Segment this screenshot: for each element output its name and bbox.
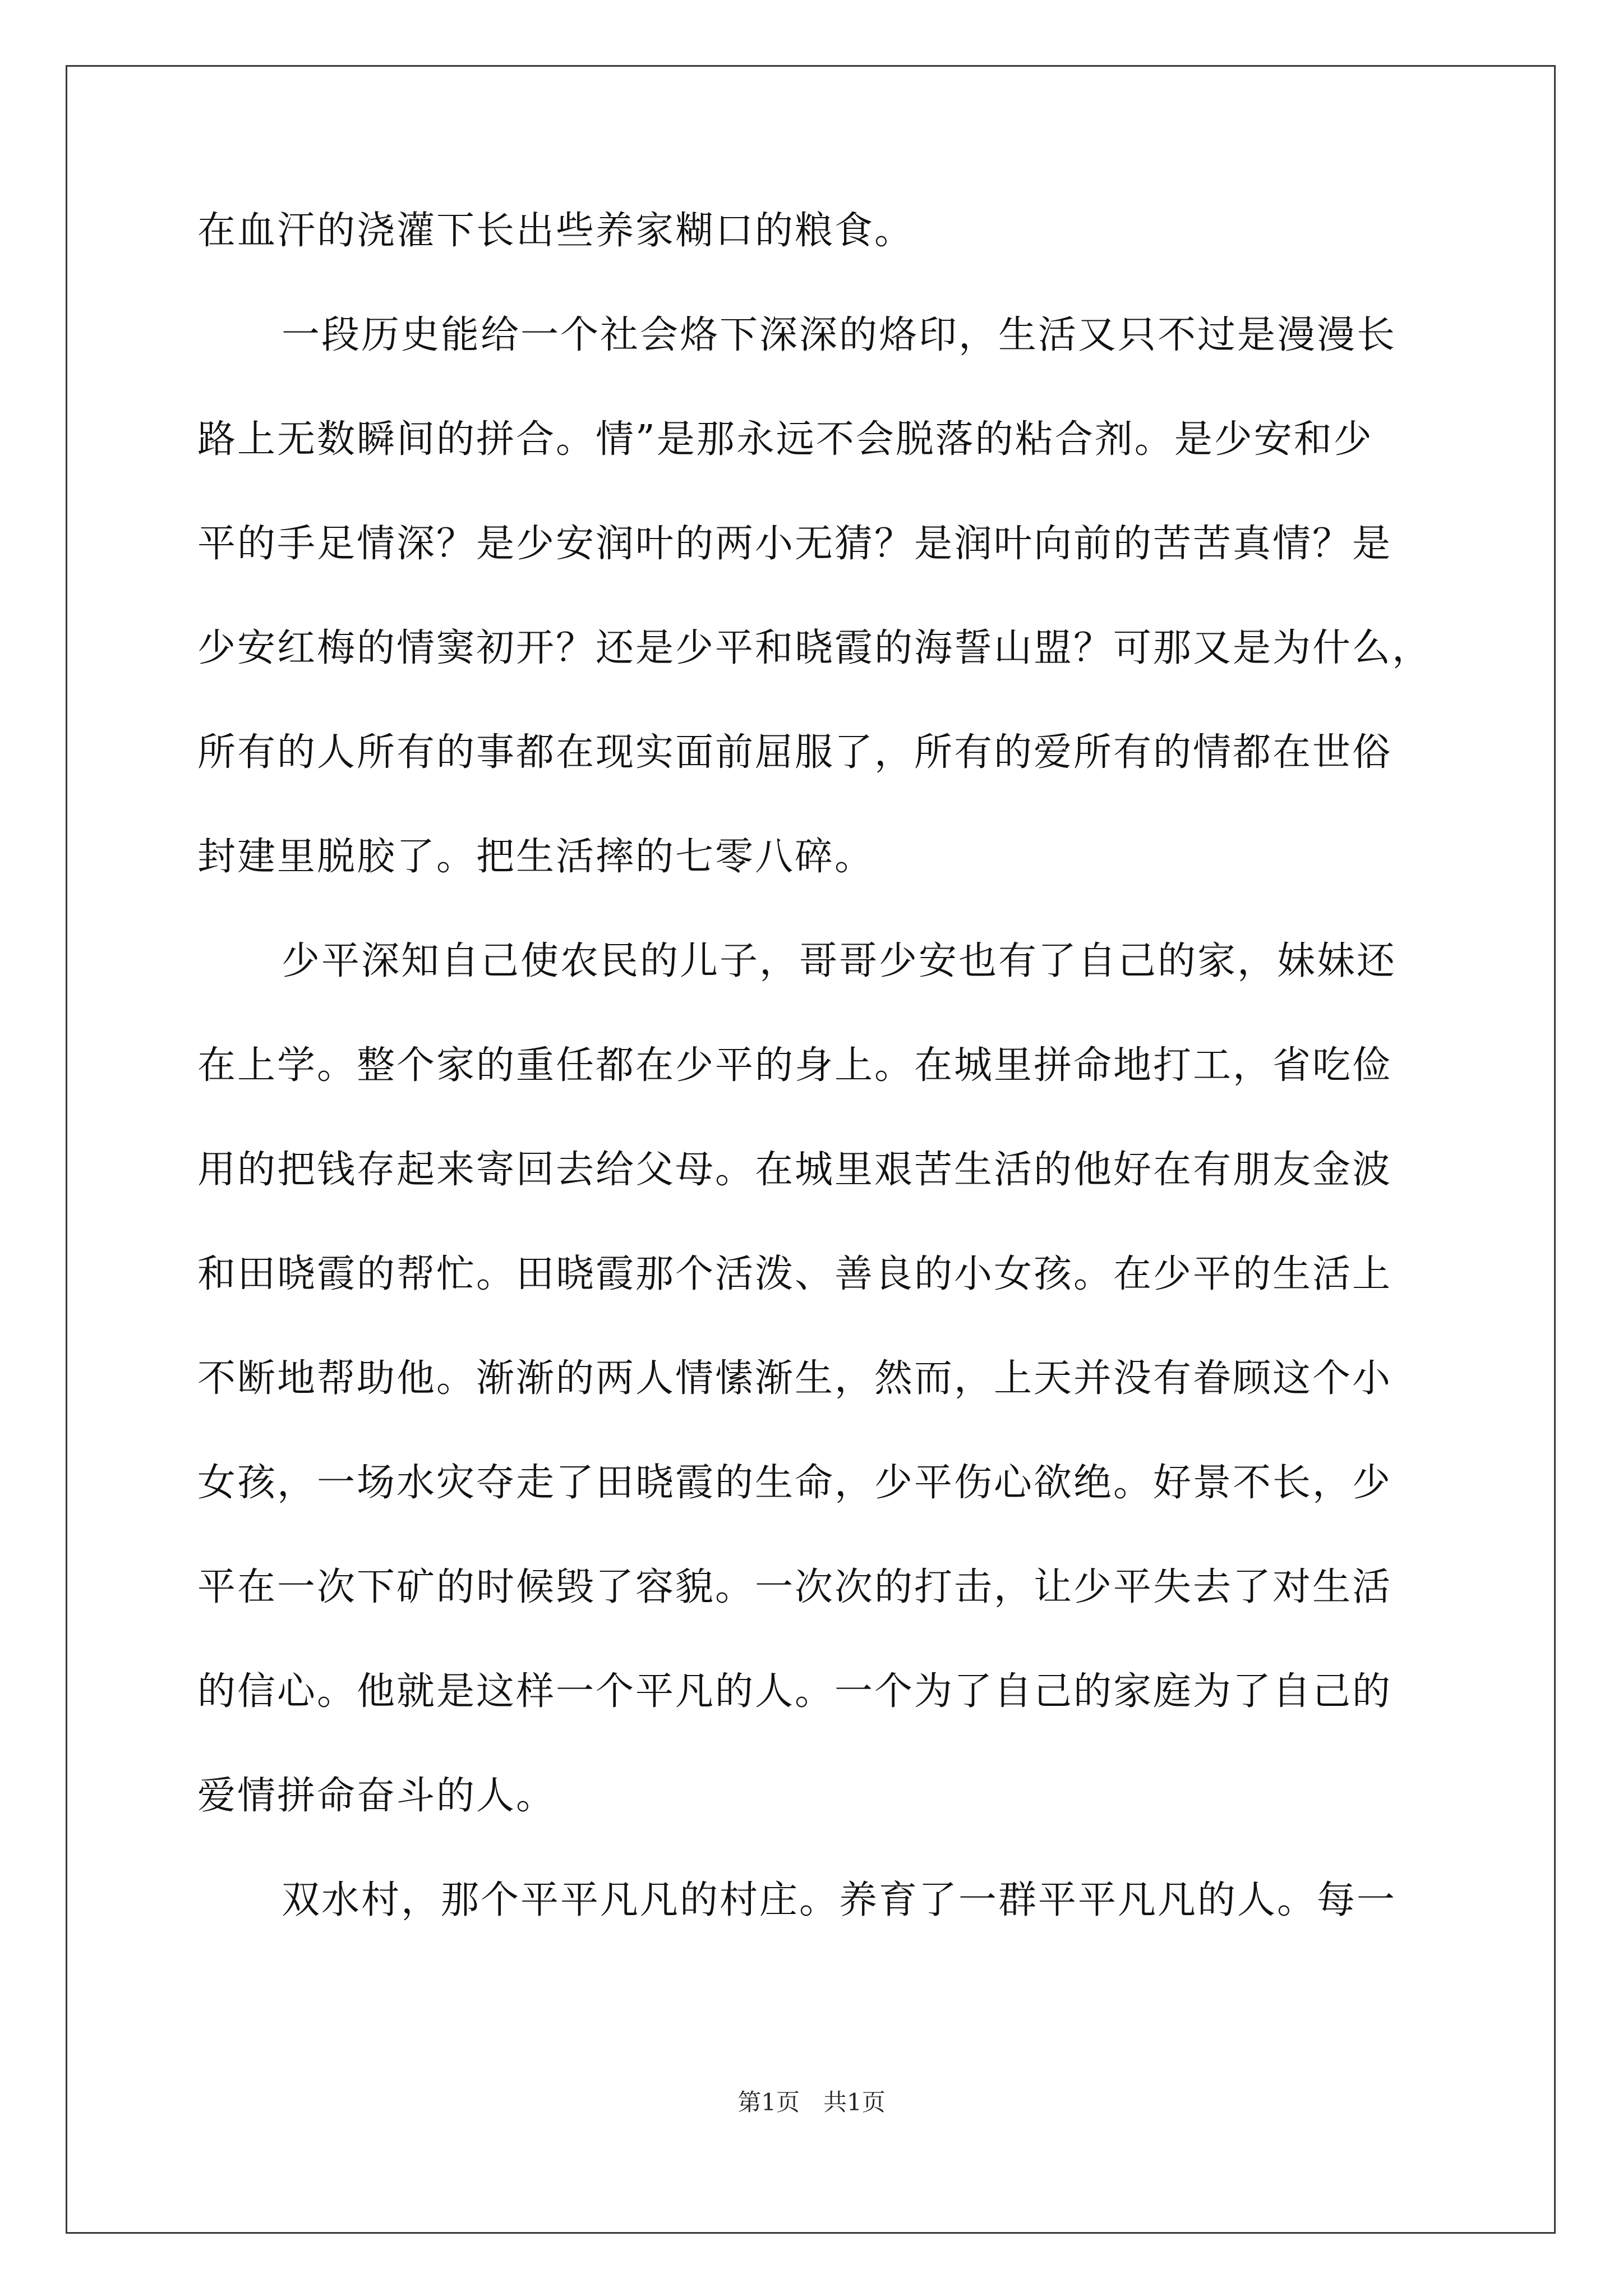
paragraph-first-line: 一段历史能给一个社会烙下深深的烙印，生活又只不过是漫漫长	[282, 313, 1397, 357]
text-line: 爱情拼命奋斗的人。	[197, 1774, 556, 1818]
text-line: 的信心。他就是这样一个平凡的人。一个为了自己的家庭为了自己的	[197, 1669, 1393, 1714]
text-line: 和田晓霞的帮忙。田晓霞那个活泼、善良的小女孩。在少平的生活上	[197, 1252, 1393, 1296]
text-line: 路上无数瞬间的拼合。情”是那永远不会脱落的粘合剂。是少安和少	[197, 417, 1373, 462]
paragraph-first-line: 少平深知自己使农民的儿子，哥哥少安也有了自己的家，妹妹还	[282, 939, 1397, 983]
page-footer	[0, 2086, 1623, 2119]
text-line: 封建里脱胶了。把生活摔的七零八碎。	[197, 835, 875, 879]
text-line: 平的手足情深？是少安润叶的两小无猜？是润叶向前的苦苦真情？是	[197, 522, 1393, 566]
paragraph-first-line: 双水村，那个平平凡凡的村庄。养育了一群平平凡凡的人。每一	[282, 1878, 1397, 1922]
text-line: 用的把钱存起来寄回去给父母。在城里艰苦生活的他好在有朋友金波	[197, 1148, 1393, 1192]
text-line: 在血汗的浇灌下长出些养家糊口的粮食。	[197, 209, 915, 253]
text-line: 所有的人所有的事都在现实面前屈服了，所有的爱所有的情都在世俗	[197, 730, 1393, 775]
text-line: 在上学。整个家的重任都在少平的身上。在城里拼命地打工，省吃俭	[197, 1043, 1393, 1088]
text-line: 女孩，一场水灾夺走了田晓霞的生命，少平伤心欲绝。好景不长，少	[197, 1461, 1393, 1505]
text-line: 平在一次下矿的时候毁了容貌。一次次的打击，让少平失去了对生活	[197, 1565, 1393, 1609]
text-line: 少安红梅的情窦初开？还是少平和晓霞的海誓山盟？可那又是为什么，	[197, 626, 1432, 670]
text-line: 不断地帮助他。渐渐的两人情愫渐生，然而，上天并没有眷顾这个小	[197, 1356, 1393, 1401]
page-total: 共1页	[823, 2088, 886, 2116]
page-number: 第1页	[737, 2088, 800, 2116]
